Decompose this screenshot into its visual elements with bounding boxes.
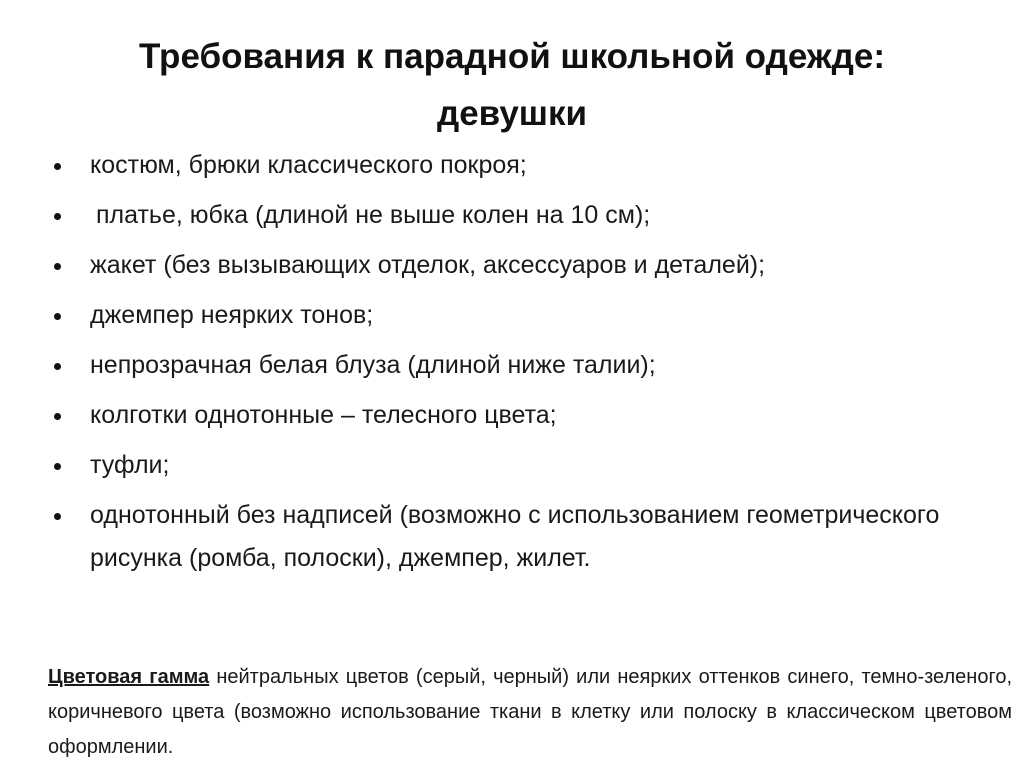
list-item: [48, 344, 978, 387]
list-item: [48, 394, 978, 437]
bullet-icon: [54, 413, 61, 420]
list-item-text: платье, юбка (длиной не выше колен на 10 см);: [96, 201, 651, 229]
list-item-text: туфли;: [90, 451, 170, 479]
list-item-text: джемпер неярких тонов;: [90, 301, 374, 329]
bullet-icon: [54, 263, 61, 270]
bullet-icon: [54, 313, 61, 320]
list-item: [48, 194, 978, 237]
list-item: [48, 444, 978, 487]
note-text: нейтральных цветов (серый, черный) или неярких оттенков синего, темно-зеленого, коричневого цвета (возможно использование ткани в клетку или полоску в классическом цветовом оформлении.: [48, 666, 1012, 758]
slide-title: [0, 28, 1024, 142]
title-line-2: девушки: [437, 94, 587, 133]
bullet-icon: [54, 463, 61, 470]
list-item-text: колготки однотонные – телесного цвета;: [90, 401, 557, 429]
list-item: [48, 244, 978, 287]
bullet-icon: [54, 513, 61, 520]
bullet-icon: [54, 213, 61, 220]
bullet-icon: [54, 163, 61, 170]
list-item: [48, 494, 978, 580]
note-term: Цветовая гамма: [48, 666, 210, 688]
color-scheme-note: [48, 660, 1012, 765]
list-item-text: жакет (без вызывающих отделок, аксессуаров и деталей);: [90, 251, 766, 279]
list-item-text: непрозрачная белая блуза (длиной ниже талии);: [90, 351, 656, 379]
title-line-1: Требования к парадной школьной одежде:: [139, 37, 885, 76]
list-item: [48, 294, 978, 337]
list-item-text: однотонный без надписей (возможно с использованием геометрического рисунка (ромба, полоски), джемпер, жилет.: [90, 501, 940, 572]
list-item-text: костюм, брюки классического покроя;: [90, 151, 527, 179]
requirements-list: [48, 144, 978, 587]
bullet-icon: [54, 363, 61, 370]
list-item: [48, 144, 978, 187]
